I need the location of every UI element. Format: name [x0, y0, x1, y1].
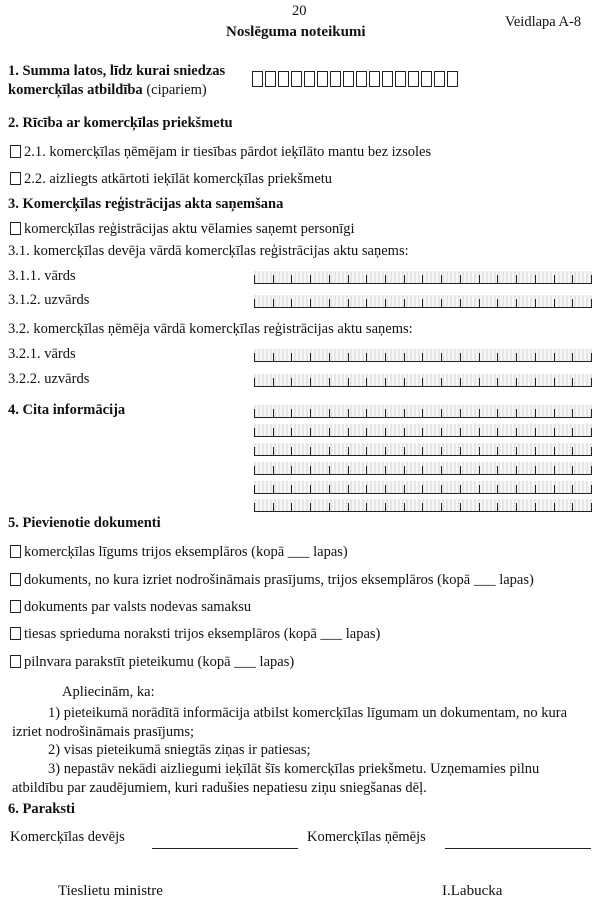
amount-digit-box[interactable]	[343, 71, 354, 87]
s3-field-311-label: 3.1.1. vārds	[8, 268, 76, 284]
field-comb-cell	[349, 353, 368, 361]
field-comb-cell	[498, 485, 517, 493]
field-comb-cell	[254, 466, 274, 474]
field-comb-cell	[498, 466, 517, 474]
field-comb-cell	[498, 353, 517, 361]
other-info-line-6[interactable]	[254, 499, 592, 512]
field-comb-cell	[442, 503, 461, 511]
other-info-line-5[interactable]	[254, 481, 592, 494]
field-comb-cell	[555, 485, 574, 493]
s4-heading: 4. Cita informācija	[8, 402, 126, 418]
field-comb-cell	[274, 275, 293, 283]
field-comb-cell	[367, 503, 386, 511]
s3-personal-label: komercķīlas reģistrācijas aktu vēlamies saņemt personīgi	[24, 221, 355, 237]
field-comb-cell	[517, 353, 536, 361]
field-comb-cell	[536, 447, 555, 455]
doc-item-4-label: tiesas sprieduma noraksti trijos eksemplāros (kopā ___ lapas)	[24, 626, 381, 642]
field-comb-cell	[330, 299, 349, 307]
field-comb-cell	[254, 447, 274, 455]
field-comb-cell	[386, 275, 405, 283]
signature-giver-line[interactable]	[152, 848, 298, 849]
s2-option-2[interactable]	[10, 171, 332, 188]
checkbox-personal[interactable]	[10, 222, 21, 235]
field-comb-cell	[292, 485, 311, 493]
field-comb-cell	[292, 275, 311, 283]
checkbox-2-1[interactable]	[10, 145, 21, 158]
field-comb-cell	[423, 299, 442, 307]
field-comb-cell	[517, 447, 536, 455]
field-comb-cell	[573, 503, 592, 511]
field-comb-cell	[461, 466, 480, 474]
field-comb-cell	[442, 409, 461, 417]
doc-item-2-label: dokuments, no kura izriet nodrošināmais prasījums, trijos eksemplāros (kopā ___ lapas)	[24, 572, 534, 588]
field-comb-cell	[498, 503, 517, 511]
field-comb-cell	[274, 409, 293, 417]
checkbox-doc-1[interactable]	[10, 545, 21, 558]
field-comb-cell	[480, 485, 499, 493]
other-info-line-4[interactable]	[254, 462, 592, 475]
field-comb-ticks	[254, 353, 592, 361]
field-comb-cell	[367, 275, 386, 283]
field-comb-cell	[498, 428, 517, 436]
field-comb-cell	[573, 447, 592, 455]
s6-heading: 6. Paraksti	[8, 801, 75, 817]
field-comb-cell	[367, 353, 386, 361]
field-comb-cell	[536, 466, 555, 474]
amount-digit-box[interactable]	[369, 71, 380, 87]
field-comb-cell	[480, 409, 499, 417]
field-322-input[interactable]	[254, 374, 592, 387]
field-comb-ticks	[254, 299, 592, 307]
field-comb-cell	[423, 503, 442, 511]
field-comb-cell	[311, 353, 330, 361]
field-comb-cell	[461, 503, 480, 511]
field-comb-cell	[311, 466, 330, 474]
field-comb-cell	[254, 378, 274, 386]
field-comb-cell	[405, 503, 424, 511]
s2-option-1[interactable]	[10, 144, 431, 161]
form-id: Veidlapa A-8	[505, 14, 582, 30]
field-comb-cell	[405, 378, 424, 386]
field-comb-ticks	[254, 503, 592, 511]
field-comb-cell	[274, 503, 293, 511]
field-comb-ticks	[254, 275, 592, 283]
footer-name: I.Labucka	[442, 883, 503, 899]
field-comb-cell	[442, 353, 461, 361]
field-comb-cell	[349, 428, 368, 436]
field-comb-cell	[573, 428, 592, 436]
field-comb-cell	[555, 353, 574, 361]
field-comb-cell	[517, 378, 536, 386]
field-comb-cell	[442, 378, 461, 386]
field-comb-cell	[254, 428, 274, 436]
field-comb-cell	[311, 503, 330, 511]
field-comb-cell	[386, 353, 405, 361]
field-comb-cell	[517, 466, 536, 474]
field-comb-cell	[386, 466, 405, 474]
certify-point-1: 1) pieteikumā norādītā informācija atbilst komercķīlas līgumam un dokumentam, no kura izriet nodrošināmais prasījums;	[12, 705, 568, 740]
field-comb-cell	[555, 503, 574, 511]
field-comb-cell	[423, 353, 442, 361]
field-comb-cell	[423, 378, 442, 386]
field-comb-cell	[367, 409, 386, 417]
field-comb-cell	[254, 409, 274, 417]
field-comb-cell	[311, 485, 330, 493]
certify-intro: Apliecinām, ka:	[62, 684, 155, 700]
page-number: 20	[292, 3, 307, 19]
field-comb-cell	[517, 428, 536, 436]
s5-heading: 5. Pievienotie dokumenti	[8, 515, 161, 531]
signature-taker-line[interactable]	[445, 848, 591, 849]
field-comb-cell	[442, 428, 461, 436]
amount-digit-box[interactable]	[278, 71, 289, 87]
field-comb-cell	[330, 447, 349, 455]
footer-minister: Tieslietu ministre	[58, 883, 163, 899]
field-312-input[interactable]	[254, 295, 592, 308]
field-comb-cell	[311, 275, 330, 283]
field-comb-cell	[536, 299, 555, 307]
field-comb-cell	[498, 299, 517, 307]
field-comb-cell	[405, 485, 424, 493]
field-comb-cell	[536, 503, 555, 511]
s3-field-321-label: 3.2.1. vārds	[8, 346, 76, 362]
field-comb-cell	[311, 447, 330, 455]
field-comb-ticks	[254, 378, 592, 386]
field-comb-cell	[330, 378, 349, 386]
field-comb-cell	[292, 378, 311, 386]
field-comb-cell	[536, 409, 555, 417]
field-comb-cell	[555, 409, 574, 417]
field-comb-cell	[461, 409, 480, 417]
field-comb-cell	[274, 466, 293, 474]
field-comb-cell	[498, 378, 517, 386]
field-comb-cell	[423, 447, 442, 455]
other-info-line-3[interactable]	[254, 443, 592, 456]
field-311-input[interactable]	[254, 271, 592, 284]
field-comb-cell	[349, 503, 368, 511]
field-comb-cell	[405, 466, 424, 474]
field-comb-cell	[292, 299, 311, 307]
s2-heading: 2. Rīcība ar komercķīlas priekšmetu	[8, 115, 233, 131]
field-comb-cell	[423, 485, 442, 493]
field-comb-ticks	[254, 466, 592, 474]
field-comb-cell	[555, 378, 574, 386]
checkbox-doc-2[interactable]	[10, 573, 21, 586]
s3-sub1: 3.1. komercķīlas devēja vārdā komercķīlas reģistrācijas aktu saņems:	[8, 243, 409, 259]
certify-point-2: 2) visas pieteikumā sniegtās ziņas ir patiesas;	[48, 742, 311, 758]
s3-field-312-label: 3.1.2. uzvārds	[8, 292, 90, 308]
field-comb-cell	[423, 275, 442, 283]
field-comb-cell	[292, 447, 311, 455]
field-comb-cell	[274, 353, 293, 361]
field-comb-cell	[573, 378, 592, 386]
field-comb-cell	[573, 409, 592, 417]
field-comb-cell	[349, 485, 368, 493]
field-comb-cell	[254, 275, 274, 283]
field-comb-cell	[480, 503, 499, 511]
field-comb-cell	[311, 409, 330, 417]
field-comb-cell	[311, 378, 330, 386]
s1-label-bold: komercķīlas atbildība	[8, 82, 143, 98]
amount-digit-box[interactable]	[356, 71, 367, 87]
field-comb-cell	[330, 409, 349, 417]
certify-point-3: 3) nepastāv nekādi aizliegumi ieķīlāt šīs komercķīlas priekšmetu. Uzņemamies pilnu atbildību par zaudējumiem, kuri radušies nepatiesu ziņu sniegšanas dēļ.	[12, 761, 540, 796]
field-comb-cell	[330, 485, 349, 493]
amount-digit-box[interactable]	[395, 71, 406, 87]
field-comb-cell	[423, 466, 442, 474]
field-comb-cell	[536, 275, 555, 283]
field-comb-cell	[292, 353, 311, 361]
field-comb-ticks	[254, 485, 592, 493]
field-comb-cell	[292, 466, 311, 474]
doc-item-2[interactable]	[10, 572, 534, 589]
field-comb-cell	[573, 485, 592, 493]
amount-digit-box[interactable]	[421, 71, 432, 87]
field-comb-cell	[405, 409, 424, 417]
checkbox-doc-4[interactable]	[10, 627, 21, 640]
field-comb-cell	[367, 466, 386, 474]
field-comb-cell	[367, 299, 386, 307]
doc-item-3[interactable]	[10, 599, 251, 616]
s3-sub2: 3.2. komercķīlas ņēmēja vārdā komercķīlas reģistrācijas aktu saņems:	[8, 321, 413, 337]
amount-digit-box[interactable]	[382, 71, 393, 87]
s1-label-normal: (cipariem)	[142, 82, 207, 98]
s3-heading: 3. Komercķīlas reģistrācijas akta saņemšana	[8, 196, 284, 212]
field-comb-cell	[498, 409, 517, 417]
doc-item-5-label: pilnvara parakstīt pieteikumu (kopā ___ lapas)	[24, 654, 295, 670]
field-comb-cell	[330, 466, 349, 474]
field-comb-cell	[349, 409, 368, 417]
field-comb-cell	[292, 409, 311, 417]
field-comb-cell	[573, 466, 592, 474]
field-comb-cell	[349, 275, 368, 283]
field-comb-cell	[367, 428, 386, 436]
field-comb-cell	[367, 378, 386, 386]
field-comb-ticks	[254, 428, 592, 436]
field-comb-cell	[405, 353, 424, 361]
field-comb-cell	[349, 447, 368, 455]
field-comb-cell	[461, 299, 480, 307]
field-comb-cell	[386, 409, 405, 417]
field-comb-cell	[555, 466, 574, 474]
field-comb-cell	[461, 353, 480, 361]
field-comb-cell	[480, 299, 499, 307]
field-comb-cell	[498, 447, 517, 455]
field-comb-cell	[254, 353, 274, 361]
field-comb-cell	[254, 503, 274, 511]
field-comb-cell	[536, 378, 555, 386]
field-comb-cell	[386, 447, 405, 455]
field-comb-cell	[274, 428, 293, 436]
field-comb-cell	[573, 353, 592, 361]
amount-digit-box[interactable]	[408, 71, 419, 87]
field-comb-cell	[480, 378, 499, 386]
field-comb-cell	[405, 299, 424, 307]
doc-item-1[interactable]	[10, 544, 348, 561]
amount-digit-box[interactable]	[252, 71, 263, 87]
field-comb-cell	[254, 485, 274, 493]
field-comb-cell	[555, 428, 574, 436]
field-comb-cell	[517, 485, 536, 493]
field-comb-cell	[536, 428, 555, 436]
s3-field-322-label: 3.2.2. uzvārds	[8, 371, 90, 387]
s1-label-line1: 1. Summa latos, līdz kurai sniedzas	[8, 63, 226, 79]
signature-taker-label: Komercķīlas ņēmējs	[307, 829, 426, 845]
amount-digit-box[interactable]	[265, 71, 276, 87]
field-comb-cell	[536, 485, 555, 493]
s2-option-2-label: 2.2. aizliegts atkārtoti ieķīlāt komercķīlas priekšmetu	[24, 171, 333, 187]
field-comb-cell	[386, 428, 405, 436]
field-comb-cell	[442, 299, 461, 307]
field-comb-ticks	[254, 409, 592, 417]
amount-digit-box[interactable]	[434, 71, 445, 87]
field-comb-cell	[461, 485, 480, 493]
page-title: Noslēguma noteikumi	[226, 24, 366, 40]
field-comb-cell	[292, 503, 311, 511]
field-comb-cell	[480, 353, 499, 361]
field-comb-cell	[536, 353, 555, 361]
field-comb-cell	[386, 503, 405, 511]
field-comb-cell	[405, 428, 424, 436]
field-comb-cell	[349, 299, 368, 307]
field-comb-cell	[405, 275, 424, 283]
amount-digit-box[interactable]	[304, 71, 315, 87]
field-comb-cell	[461, 428, 480, 436]
field-comb-cell	[480, 275, 499, 283]
field-comb-cell	[461, 275, 480, 283]
amount-digit-box[interactable]	[317, 71, 328, 87]
doc-item-5[interactable]	[10, 654, 294, 671]
field-comb-cell	[423, 428, 442, 436]
field-comb-cell	[367, 485, 386, 493]
field-comb-cell	[517, 503, 536, 511]
field-comb-cell	[311, 428, 330, 436]
field-comb-cell	[367, 447, 386, 455]
checkbox-doc-5[interactable]	[10, 655, 21, 668]
other-info-line-1[interactable]	[254, 405, 592, 418]
field-comb-ticks	[254, 447, 592, 455]
field-comb-cell	[274, 485, 293, 493]
field-comb-cell	[480, 447, 499, 455]
field-comb-cell	[423, 409, 442, 417]
field-comb-cell	[517, 299, 536, 307]
field-comb-cell	[274, 378, 293, 386]
field-comb-cell	[573, 299, 592, 307]
doc-item-1-label: komercķīlas līgums trijos eksemplāros (kopā ___ lapas)	[24, 544, 348, 560]
field-comb-cell	[330, 353, 349, 361]
amount-digit-box[interactable]	[291, 71, 302, 87]
field-comb-cell	[386, 485, 405, 493]
field-comb-cell	[442, 485, 461, 493]
field-comb-cell	[480, 428, 499, 436]
doc-item-3-label: dokuments par valsts nodevas samaksu	[24, 599, 252, 615]
amount-digit-boxes[interactable]	[252, 71, 458, 87]
field-comb-cell	[274, 447, 293, 455]
field-comb-cell	[274, 299, 293, 307]
field-comb-cell	[517, 409, 536, 417]
field-comb-cell	[292, 428, 311, 436]
other-info-line-2[interactable]	[254, 424, 592, 437]
amount-digit-box[interactable]	[447, 71, 458, 87]
field-comb-cell	[386, 378, 405, 386]
field-comb-cell	[573, 275, 592, 283]
s3-personal[interactable]	[10, 221, 355, 238]
field-comb-cell	[386, 299, 405, 307]
field-comb-cell	[254, 299, 274, 307]
doc-item-4[interactable]	[10, 626, 380, 643]
field-comb-cell	[442, 447, 461, 455]
checkbox-doc-3[interactable]	[10, 600, 21, 613]
s2-option-1-label: 2.1. komercķīlas ņēmējam ir tiesības pārdot ieķīlāto mantu bez izsoles	[24, 144, 432, 160]
field-comb-cell	[517, 275, 536, 283]
field-comb-cell	[330, 503, 349, 511]
field-comb-cell	[405, 447, 424, 455]
amount-digit-box[interactable]	[330, 71, 341, 87]
field-comb-cell	[330, 428, 349, 436]
field-comb-cell	[555, 275, 574, 283]
field-comb-cell	[555, 299, 574, 307]
checkbox-2-2[interactable]	[10, 172, 21, 185]
field-321-input[interactable]	[254, 349, 592, 362]
signature-giver-label: Komercķīlas devējs	[10, 829, 125, 845]
field-comb-cell	[349, 378, 368, 386]
field-comb-cell	[442, 275, 461, 283]
field-comb-cell	[311, 299, 330, 307]
s1-label-line2	[8, 82, 207, 99]
field-comb-cell	[349, 466, 368, 474]
field-comb-cell	[442, 466, 461, 474]
field-comb-cell	[461, 447, 480, 455]
field-comb-cell	[480, 466, 499, 474]
field-comb-cell	[461, 378, 480, 386]
field-comb-cell	[498, 275, 517, 283]
field-comb-cell	[330, 275, 349, 283]
field-comb-cell	[555, 447, 574, 455]
